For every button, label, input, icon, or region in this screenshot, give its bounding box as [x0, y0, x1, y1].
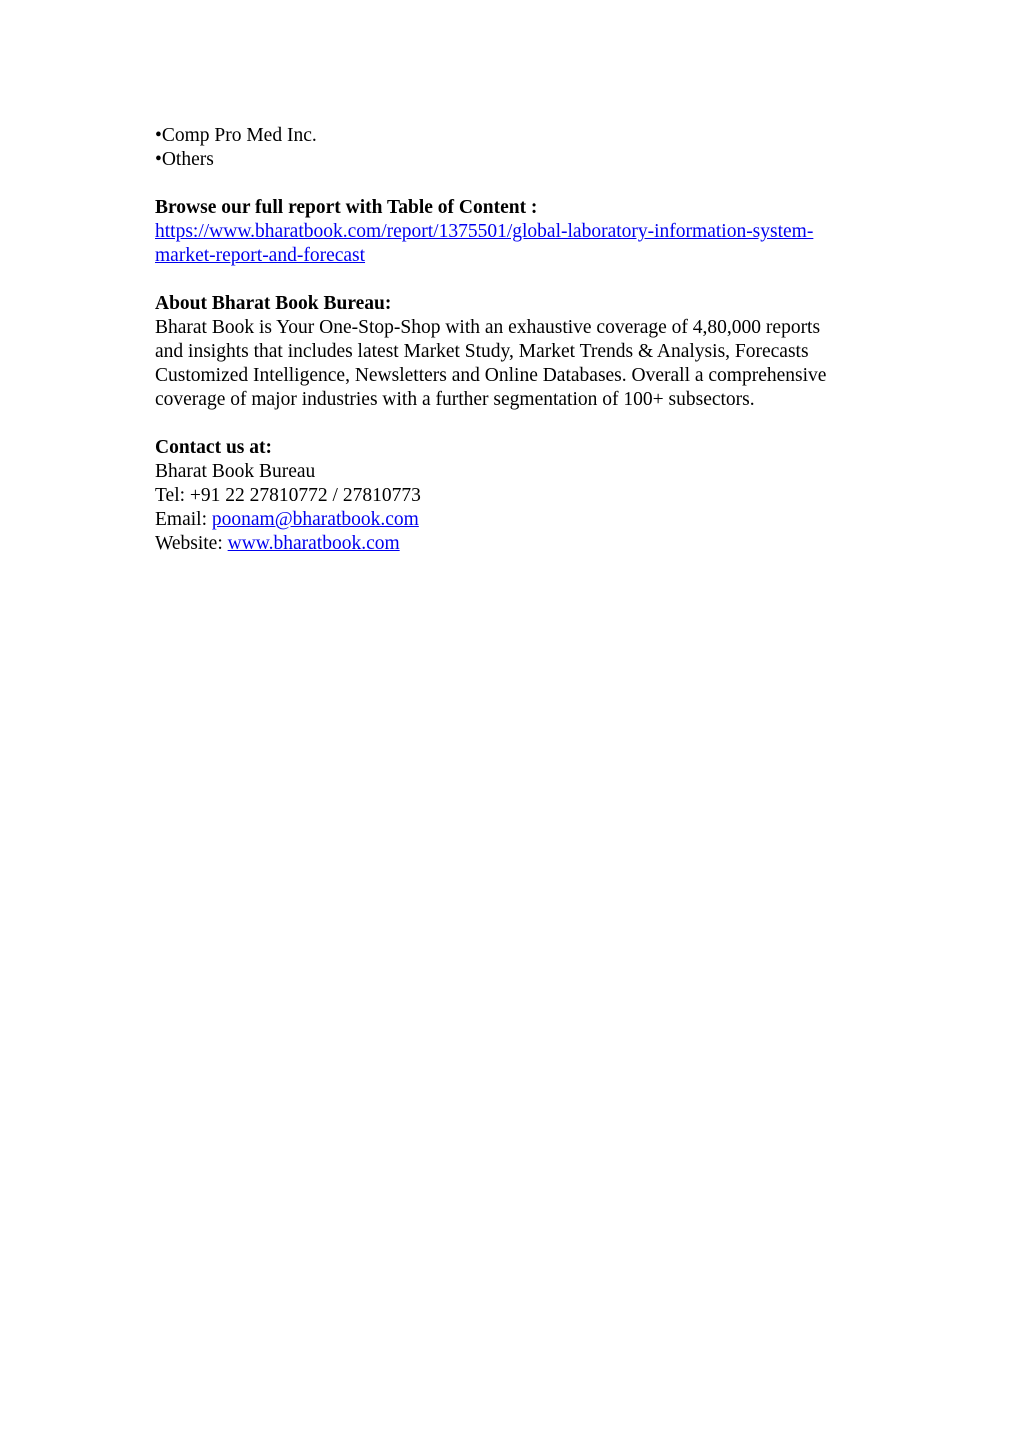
about-text-line-3: Customized Intelligence, Newsletters and Online Databases. Overall a comprehensive	[155, 365, 827, 386]
about-text-line-4: coverage of major industries with a further segmentation of 100+ subsectors.	[155, 389, 755, 410]
contact-tel: Tel: +91 22 27810772 / 27810773	[155, 485, 421, 506]
document-page	[155, 124, 895, 556]
email-label: Email:	[155, 509, 212, 530]
browse-heading: Browse our full report with Table of Content :	[155, 197, 538, 218]
website-link[interactable]: www.bharatbook.com	[227, 533, 400, 554]
spacer	[155, 268, 895, 292]
contact-heading: Contact us at:	[155, 437, 272, 458]
about-heading: About Bharat Book Bureau:	[155, 293, 392, 314]
email-link[interactable]: poonam@bharatbook.com	[211, 509, 419, 530]
bullet-item-comp-pro-med: •Comp Pro Med Inc.	[155, 125, 317, 146]
contact-email-row	[155, 508, 895, 532]
contact-website-row	[155, 532, 895, 556]
bullet-item-others: •Others	[155, 149, 214, 170]
about-text-line-1: Bharat Book is Your One-Stop-Shop with an exhaustive coverage of 4,80,000 reports	[155, 317, 821, 338]
spacer	[155, 172, 895, 196]
contact-company: Bharat Book Bureau	[155, 461, 316, 482]
spacer	[155, 412, 895, 436]
website-label: Website:	[155, 533, 228, 554]
about-text-line-2: and insights that includes latest Market Study, Market Trends & Analysis, Forecasts	[155, 341, 809, 362]
report-link-line-2[interactable]: market-report-and-forecast	[155, 245, 366, 266]
report-link-line-1[interactable]: https://www.bharatbook.com/report/1375501/global-laboratory-information-system-	[155, 221, 814, 242]
